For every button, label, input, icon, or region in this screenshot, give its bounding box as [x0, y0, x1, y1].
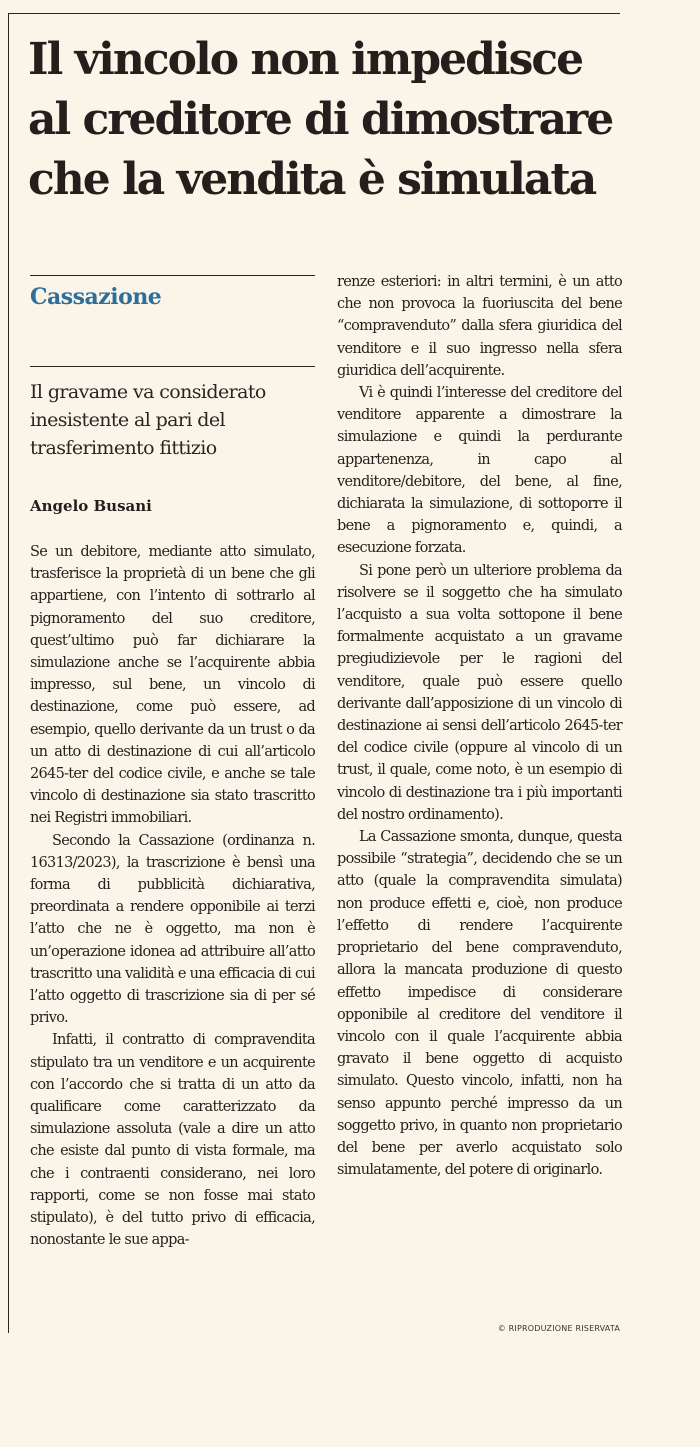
kicker-top-rule [30, 275, 315, 276]
paragraph: La Cassazione smonta, dunque, questa possibile “strategia”, decidendo che se un atto (quale la compravendita simulata) non produce effetti e, cioè, non produce l’effetto di rendere l’acquirente proprietario del bene compravenduto, allora la mancata produzione di questo effetto impedisce di considerare opponibile al creditore del venditore il vincolo con il quale l’acquirente abbia gravato il bene oggetto di acquisto simulato. Questo vincolo, infatti, non ha senso appunto perché impresso da un soggetto privo, in quanto non proprietario del bene per averlo acquistato solo simulatamente, del potere di originarlo. [337, 829, 622, 1179]
paragraph: Infatti, il contratto di compravendita stipulato tra un venditore e un acquirente con l’accordo che si tratta di un atto da qualificare come caratterizzato da simulazione assoluta (vale a dire un atto che esiste dal punto di vista formale, ma che i contraenti considerano, nei loro rapporti, come se non fosse mai stato stipulato), è del tutto privo di efficacia, nonostante le sue appa- [30, 1032, 315, 1249]
article-headline: Il vincolo non impedisce al creditore di dimostrare che la vendita è simulata [28, 34, 613, 205]
section-kicker: Cassazione [30, 284, 162, 310]
paragraph: Vi è quindi l’interesse del creditore del venditore apparente a dimostrare la simulazione e quindi la perdurante appartenenza, in capo al venditore/debitore, del bene, al fine, dichiarata la simulazione, di sottoporre il bene a pignoramento e, quindi, a esecuzione forzata. [337, 385, 622, 557]
paragraph: Si pone però un ulteriore problema da risolvere se il soggetto che ha simulato l’acquisto a sua volta sottopone il bene formalmente acquistato a un gravame pregiudizievole per le ragioni del venditore, quale può essere quello derivante dall’apposizione di un vincolo di destinazione ai sensi dell’articolo 2645-ter del codice civile (oppure al vincolo di un trust, il quale, come noto, è un esempio di vincolo di destinazione tra i più importanti del nostro ordinamento). [337, 562, 622, 823]
paragraph: Secondo la Cassazione (ordinanza n. 16313/2023), la trascrizione è bensì una forma di pubblicità dichiarativa, preordinata a rendere opponibile ai terzi l’atto che ne è oggetto, ma non è un’operazione idonea ad attribuire all’atto trascritto una validità e una efficacia di cui l’atto oggetto di trascrizione sia di per sé privo. [30, 832, 315, 1027]
top-rule [8, 13, 620, 14]
copyright-notice: © RIPRODUZIONE RISERVATA [497, 1324, 620, 1333]
paragraph: renze esteriori: in altri termini, è un atto che non provoca la fuoriuscita del bene “compravenduto” dalla sfera giuridica del venditore e il suo ingresso nella sfera giuridica dell’acquirente. [337, 274, 622, 379]
paragraph: Se un debitore, mediante atto simulato, trasferisce la proprietà di un bene che gli appartiene, con l’intento di sottrarlo al pignoramento del suo creditore, quest’ultimo può far dichiarare la simulazione anche se l’acquirente abbia impresso, sul bene, un vincolo di destinazione, come può essere, ad esempio, quello derivante da un trust o da un atto di destinazione di cui all’articolo 2645-ter del codice civile, e anche se tale vincolo di destinazione sia stato trascritto nei Registri immobiliari. [30, 544, 315, 827]
article-subtitle: Il gravame va considerato inesistente al pari del trasferimento fittizio [30, 381, 266, 459]
body-column-right [337, 271, 622, 1181]
author-byline: Angelo Busani [30, 497, 152, 515]
body-column-left [30, 541, 315, 1252]
left-rule [8, 13, 9, 1333]
subtitle-top-rule [30, 366, 315, 367]
